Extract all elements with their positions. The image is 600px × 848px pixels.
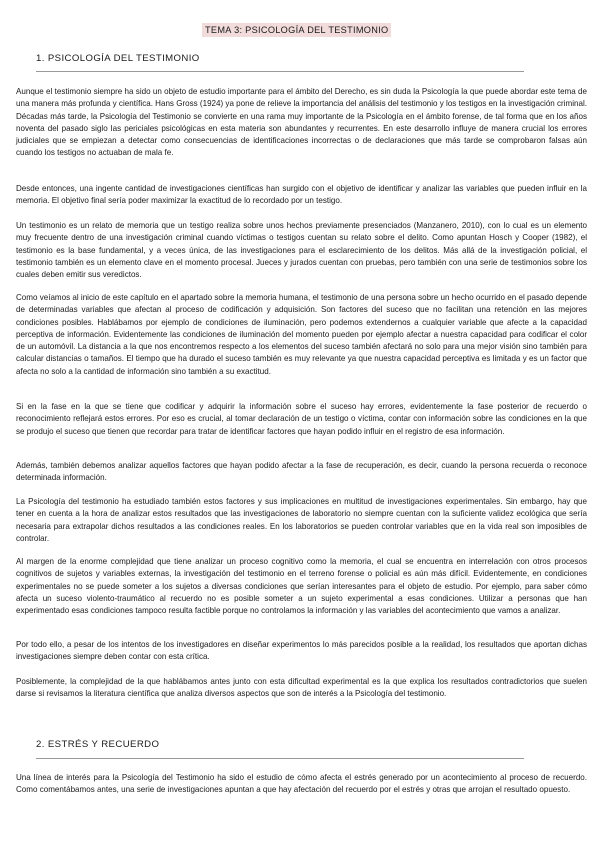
- section-1-rule: [36, 71, 524, 72]
- paragraph-10: Posiblemente, la complejidad de la que hablábamos antes junto con esta dificultad experimental es la que explica los resultados contradictorios que suelen darse si revisamos la literatura científica que analiza diversos aspectos que son de interés a la Psicología del testimonio.: [16, 677, 587, 699]
- paragraph-11: Una línea de interés para la Psicología del Testimonio ha sido el estudio de cómo afecta el estrés generado por un acontecimiento al proceso de recuerdo. Como comentábamos antes, una serie de investigaciones apuntan a que hay afectación del recuerdo por el estrés y otras que arrojan el resultado opuesto.: [16, 773, 587, 795]
- paragraph-1: Aunque el testimonio siempre ha sido un objeto de estudio importante para el ámbito del Derecho, es sin duda la Psicología la que puede abordar este tema de una manera más profunda y científica. Hans Gross (1924) ya pone de relieve la importancia del análisis del testimonio y los testigos en la investigación criminal. Décadas más tarde, la Psicología del Testimonio se convierte en una rama muy importante de la Psicología en el ámbito forense, de tal forma que en los años noventa del pasado siglo las periciales psicológicas en esta materia son abundantes y recurrentes. En este desarrollo influye de manera crucial los errores judiciales que se empiezan a detectar como consecuencias de identificaciones incorrectas o de declaraciones que más tarde se comprobaron falsas aún cuando los testigos no actuaban de mala fe.: [16, 87, 587, 158]
- paragraph-2: Desde entonces, una ingente cantidad de investigaciones científicas han surgido con el objetivo de identificar y analizar las variables que pueden influir en la memoria. El objetivo final sería poder maximizar la exactitud de lo recordado por un testigo.: [16, 184, 587, 206]
- paragraph-6: Además, también debemos analizar aquellos factores que hayan podido afectar a la fase de recuperación, es decir, cuando la persona recuerda o reconoce determinada información.: [16, 461, 587, 483]
- paragraph-9: Por todo ello, a pesar de los intentos de los investigadores en diseñar experimentos lo más parecidos posible a la realidad, los resultados que aportan dichas investigaciones siempre deben contar con esta crítica.: [16, 640, 587, 662]
- chapter-heading-highlight: TEMA 3: PSICOLOGÍA DEL TESTIMONIO: [202, 23, 391, 37]
- paragraph-4: Como veíamos al inicio de este capítulo en el apartado sobre la memoria humana, el testimonio de una persona sobre un hecho ocurrido en el pasado depende de determinadas variables que afectan al proceso de codificación y adquisición. Son factores del suceso que no facilitan una retención en las mejores condiciones posibles. Hablábamos por ejemplo de condiciones de iluminación, pero podemos extendernos a cualquier variable que afecte a la capacidad perceptiva de información. Evidentemente las condiciones de iluminación del momento pueden por ejemplo afectar a nuestra capacidad para codificar el color de un automóvil. La distancia a la que nos encontremos respecto a los elementos del suceso también afectará no solo para una mejor visión sino también para calcular distancias o tamaños. El tiempo que ha durado el suceso también es muy relevante ya que nuestra capacidad perceptiva es limitada y es un factor que afecta no solo a la cantidad de información sino también a su exactitud.: [16, 293, 587, 376]
- paragraph-5: Si en la fase en la que se tiene que codificar y adquirir la información sobre el suceso hay errores, evidentemente la fase posterior de recuerdo o reconocimiento reflejará estos errores. Por eso es crucial, al tomar declaración de un testigo o víctima, contar con información sobre las condiciones en la que se produjo el suceso que tienen que recordar para tratar de identificar factores que hayan podido influir en el registro de esa información.: [16, 402, 587, 436]
- section-1-title: 1. PSICOLOGÍA DEL TESTIMONIO: [36, 53, 200, 64]
- paragraph-7: La Psicología del testimonio ha estudiado también estos factores y sus implicaciones en multitud de investigaciones experimentales. Sin embargo, hay que tener en cuenta a la hora de analizar estos resultados que las investigaciones de laboratorio no siempre cuentan con la suficiente validez ecológica que sería necesaria para extrapolar dichos resultados a las condiciones reales. En los laboratorios se pueden controlar variables que en la vida real son imposibles de controlar.: [16, 497, 587, 543]
- paragraph-8: Al margen de la enorme complejidad que tiene analizar un proceso cognitivo como la memoria, el cual se encuentra en interrelación con otros procesos cognitivos de sujetos y variables externas, la investigación del testimonio en el terreno forense o policial es aún más difícil. Evidentemente, en condiciones experimentales no se puede someter a los sujetos a diversas condiciones que serían interesantes para el objeto de estudio. Por ejemplo, para saber cómo afecta un suceso violento-traumático al recuerdo no es posible someter a un sujeto experimental a esas condiciones. Utilizar a personas que han experimentado esas condiciones tampoco resulta factible porque no controlamos la información y las variables del acontecimiento que vamos a analizar.: [16, 557, 587, 615]
- section-2-rule: [36, 758, 524, 759]
- section-2-title: 2. ESTRÉS Y RECUERDO: [36, 739, 160, 750]
- paragraph-3: Un testimonio es un relato de memoria que un testigo realiza sobre unos hechos previamente presenciados (Manzanero, 2010), con lo cual es un elemento muy frecuente dentro de una investigación criminal cuando víctimas o testigos cuentan su relato sobre el delito. Como apuntan Hosch y Cooper (1982), el testimonio es la base fundamental, y a veces única, de las investigaciones para el esclarecimiento de los delitos. Más allá de la investigación policial, el testimonio también es un elemento clave en el momento procesal. Jueces y jurados cuentan con pruebas, pero también con una serie de testimonios sobre los cuales deben emitir sus veredictos.: [16, 221, 587, 279]
